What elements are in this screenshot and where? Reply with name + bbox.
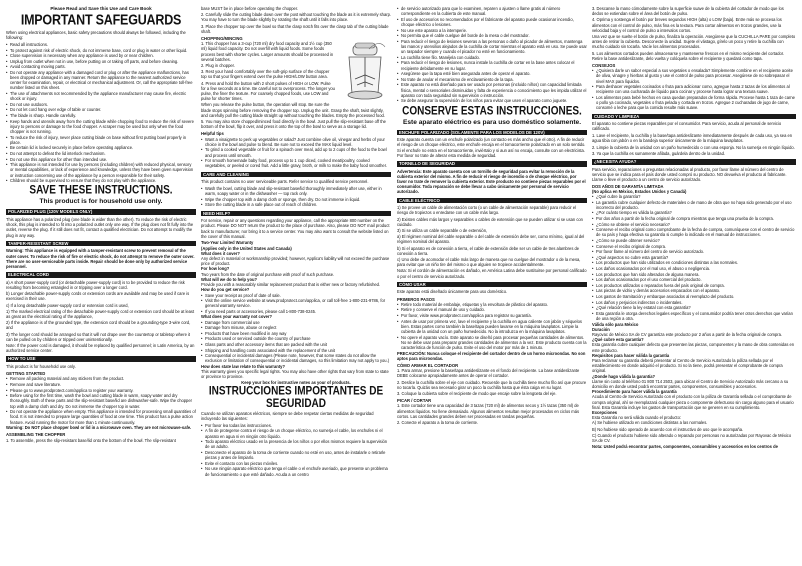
- cuidado-text: El aparato no contiene piezas reparables por el consumidor. Para servicio, acuda al personal de servicio calificado.: [592, 121, 782, 132]
- warranty-a5-list: [201, 320, 391, 364]
- chopper-illustration: [339, 41, 391, 105]
- cord-item: 2) If the appliance is of the grounded type, the extension cord should be a grounding-type 3-wire cord, and: [6, 320, 191, 331]
- garantia-item: • Por favor llame al número del centro de servicio autorizado.: [592, 249, 796, 254]
- safeguard-item: • Be certain lid is locked securely in place before operating appliance.: [6, 145, 196, 150]
- tip-item: • For smooth homemade baby food, process up to 1 cup diced, cooked meat/poultry, cooked vegetables, or peeled or cored fruit. Add a little gravy, broth, or milk to make the baby food smoother.: [201, 158, 391, 168]
- getting-started-item: • Remove all packing material and any stickers from the product.: [6, 376, 196, 381]
- garantia-item: • ¿Cómo se obtiene el servicio necesario?: [592, 222, 796, 227]
- garantia-heading: DOS AÑOS DE GARANTÍA LIMITADA: [592, 183, 664, 189]
- care-heading: CARE AND CLEANING: [201, 172, 391, 178]
- como-armar-list: [397, 368, 587, 396]
- how-to-use-text: This product is for household use only.: [6, 364, 76, 370]
- service-item: • Visit the online service website at www.prodprotect.com/applica, or call toll-free 1-800-231-9786, for general warranty service.: [201, 298, 391, 308]
- how-to-use-heading: HOW TO USE: [6, 356, 196, 362]
- tornillo-text: Advertencia: Este aparato cuenta con un tornillo de seguridad para evitar la remoción de la cubierta exterior del mismo. A fin de reducir el riesgo de incendio o de choque eléctrico, por favor no trate de remover la cubierta exterior. Este producto no contiene piezas reparables por el consumidor. Toda reparación se debe llevar a cabo únicamente por personal de servicio autorizado.: [397, 168, 586, 195]
- picar-step: 2. Conecte el aparato a la toma de corriente.: [397, 420, 479, 426]
- polarized-plug-heading: POLARIZED PLUG (120V MODELS ONLY): [6, 209, 196, 215]
- duracion-heading: Duración: [592, 326, 610, 332]
- donde-heading: ¿Donde hago válida la garantía?: [592, 373, 656, 379]
- care-item: • Store the cutting blade in a safe place out of reach of children.: [201, 202, 391, 207]
- cord-item: a) A short power-supply cord (or detachable power-supply cord) is to be provided to reduce the risk resulting from becoming entangled in or tripping over a longer cord.: [6, 279, 185, 291]
- picar-heading: PICAR / CORTAR: [397, 398, 432, 404]
- service-item: • Save your receipt as proof of date of sale.: [201, 293, 391, 298]
- cuidado-list: [592, 133, 796, 156]
- column-1: [6, 6, 196, 562]
- primeros-pasos-list: [397, 302, 587, 350]
- getting-started-item: • Before using for the first time, wash the bowl and cutting blade in warm, soapy water and dry thoroughly. Both of these parts and the slip-resistant base/lid are dishwasher-safe. Wipe the chopper top with a damp cloth and dry. Do not immerse the chopper top in water.: [6, 393, 196, 409]
- spanish-safeguard-item: • de servicio autorizado para que lo examinen, reparen o ajusten o llame gratis al número correspondiente en la cubierta de este manual.: [397, 6, 587, 16]
- garantia-item: • Los productos que han sido utilizados en condiciones distintas a las normales.: [592, 260, 796, 265]
- helpful-tips-list: [201, 137, 391, 169]
- assembly-step: 3. Place the chopper top over the bowl so that the clasp notch fits over the clasp tab of the cutting blade shaft.: [201, 23, 389, 34]
- care-list: [201, 186, 391, 208]
- excepcion-item: B) No hubiese sido operado de acuerdo con el instructivo de uso que le acompaña.: [592, 426, 744, 432]
- spanish-safeguards-list: [201, 423, 391, 477]
- garantia-item: • ¿Qué cubre la garantía?: [592, 194, 796, 199]
- tornillo-heading: TORNILLO DE SEGURIDAD: [397, 161, 587, 167]
- care-item: • Wash the bowl, cutting blade and slip-resistant base/lid thoroughly immediately after use, either in warm, soapy water or in the dishwasher — top rack only.: [201, 186, 391, 196]
- tip-item: • Want a vinaigrette to perk up vegetables or salad? Just combine olive oil, vinegar and herbs of your choice in the bowl and pulse to blend. Be sure not to exceed the MAX liquid level.: [201, 137, 391, 147]
- column-3: [397, 6, 587, 562]
- consejo-item: • Los alimentos para bebé hechos en casa quedan preparados de forma rápida. Procese hasta 1 taza de carne o pollo ya cocinado, vegetales o fruta pelada y cortada en trozos. Agregue 2 cucharadas de jugo de carne, consomé o leche para que la comida resulte más suave.: [592, 95, 796, 111]
- getting-started-item: • Please go to www.prodprotect.com/applica to register your warranty.: [6, 388, 196, 393]
- polarized-plug-text: This appliance has a polarized plug (one blade is wider than the other). To reduce the risk of electric shock, this plug is intended to fit into a polarized outlet only one way. If the plug does not fit fully into the outlet, reverse the plug. If it still does not fit, contact a qualified electrician. Do not attempt to modify the plug in any way.: [6, 217, 194, 238]
- spanish-safeguard-item: • No use este aparato a la intemperie.: [397, 28, 587, 33]
- picar-list: [397, 403, 587, 425]
- primeros-pasos-item: • Retire y conserve el manual de uso y cuidado.: [397, 307, 587, 312]
- spanish-safeguard-item: • Evite el contacto con las piezas móviles.: [201, 461, 391, 466]
- ayuda-text: Para servicio, reparaciones o preguntas relacionadas al producto, por favor llame al número del centro de servicio que se indica para el país donde usted compró su producto. NO devuelva el producto al fabricante. Llame o lleve el producto a un centro de servicio autorizado.: [592, 166, 787, 182]
- garantia-list: [592, 194, 796, 321]
- not-covered-item: • Products used or serviced outside the country of purchase: [201, 336, 391, 341]
- safeguards-list: [6, 42, 196, 184]
- safeguards-title: IMPORTANT SAFEGUARDS: [20, 11, 182, 28]
- garantia-item: • Los productos que han sido alterados de alguna manera.: [592, 272, 796, 277]
- chopping-heading: CHOPPING/MINCING: [201, 36, 243, 42]
- warranty-heading: Two-Year Limited Warranty: [201, 240, 254, 246]
- domestic-use-note: Este aparato eléctrico es para uso doméstico solamente.: [402, 118, 582, 126]
- assembly-step: 2. Carefully slide the cutting blade down over the post without touching the blade as it is extremely sharp. You may have to turn the blade slightly by rotating the shaft until it falls into place.: [201, 12, 391, 23]
- cable-item: b) Si el aparato es de conexión a tierra, el cable de extensión debe ser un cable de tres alambres de conexión a tierra.: [397, 245, 580, 256]
- spanish-intro: Cuando se utilizan aparatos eléctricos, siempre se debe respetar ciertas medidas de seguridad incluyendo las siguientes:: [201, 410, 374, 422]
- not-covered-item: • Glass parts and other accessory items that are packed with the unit: [201, 342, 391, 347]
- safeguard-item: • Do not let cord hang over edge of table or counter.: [6, 107, 196, 112]
- safeguard-item: • This appliance is not intended for use by persons (including children) with reduced physical, sensory or mental capabilities, or lack of experience and knowledge, unless they have been given supervision or instruction concerning use of the appliance by a person responsible for their safety.: [6, 162, 196, 178]
- cord-item: 3) The longer cord should be arranged so that it will not drape over the countertop or tabletop where it can be pulled on by children or tripped over unintentionally.: [6, 331, 191, 342]
- cuidado-heading: CUIDADO Y LIMPIEZA: [592, 114, 796, 120]
- como-armar-heading: CÓMO ARMAR EL CORTADOR: [397, 363, 459, 368]
- garantia-subheading: (No aplica en México, Estados Unidos y Canadá): [592, 188, 687, 194]
- cable-item: a) El régimen nominal del cable separable o del cable de extensión debe ser, como mínimo, igual al del régimen nominal del aparato.: [397, 234, 585, 245]
- safeguard-item: • Do not operate any appliance with a damaged cord or plug or after the appliance malfunctions, has been dropped or damaged in any manner. Return the appliance to the nearest authorized service center for examination, repair, or electrical or mechanical adjustment. Or, call the appropriate toll-free number listed on this sheet.: [6, 70, 196, 91]
- cubre-heading: ¿Qué cubre esta garantía?: [592, 337, 644, 343]
- consejos-heading: CONSEJOS: [592, 63, 616, 69]
- warranty-q3: What will we do to help you?: [201, 276, 257, 282]
- column-4: [592, 6, 796, 562]
- save-book-note: Please Read and Save this Use and Care Book: [50, 6, 152, 11]
- consejo-item: • Para deshacer vegetales cocinados o fruta para adicionar como, agregue hasta 2 tazas de los alimentos al recipiente con una cucharada de líquido para cocinar y procese hasta lograr una textura suave.: [592, 84, 796, 94]
- getting-started-heading: GETTING STARTED: [6, 371, 46, 377]
- safeguard-item: • Do not use this appliance for other than intended use.: [6, 157, 196, 162]
- garantia-item: • La garantía cubre cualquier defecto de materiales o de mano de obra que no haya sido generado por el uso incorrecto del producto.: [592, 200, 796, 210]
- garantia-item: • ¿Cómo se puede obtener servicio?: [592, 238, 796, 243]
- picar-step: 4. Oprima y sostenga el botón por breves segundos HIGH (alta) o LOW (baja). Entre más se procesa los alimentos con el control de pulso, más fina es la textura. Para cortar alimentos en trozos grandes, use la velocidad baja y el control de pulso a intervalos cortos.: [592, 17, 782, 33]
- spanish-safeguard-item: • La cuchilla tiene filo. Manéjela con cuidado.: [397, 55, 587, 60]
- duracion-text: Rayovac de México SA de CV garantiza este producto por 2 años a partir de la fecha original de compra.: [592, 331, 783, 337]
- warranty-q1: What does it cover?: [201, 250, 240, 256]
- safeguard-item: • The blade is sharp. Handle carefully.: [6, 113, 196, 118]
- warranty-a1: Any defect in material or workmanship provided; however, Applica's liability will not exceed the purchase price of product.: [201, 256, 390, 267]
- garantia-item: • ¿Qué aspectos no cubre esta garantía?: [592, 255, 796, 260]
- chopping-step: 5. You may also store chopped/minced food directly in the bowl. Just pull the slip-resistant base off the bottom of the bowl, flip it over, and press it onto the top of the bowl to serve as a storage lid.: [201, 119, 386, 130]
- conserve-title: CONSERVE ESTAS INSTRUCCIONES.: [402, 104, 582, 118]
- spanish-safeguard-item: • No permita que el cable cuelgue del borde de la mesa o del mostrador.: [397, 33, 587, 38]
- safeguard-item: • To reduce the risk of injury, never place cutting blade on base without first putting bowl properly in place.: [6, 135, 196, 145]
- warranty-a4-list: [201, 293, 391, 315]
- cuidado-step: 2. Limpie la cubierta de la unidad con un paño humedecido o con una esponja. No la sumerja en ningún líquido.: [592, 144, 795, 150]
- not-covered-item: • Damage from commercial use: [201, 320, 391, 325]
- cable-item: 3) Si se utiliza un cable separable o de extensión,: [397, 227, 488, 233]
- chopping-step: When you release the pulse button, the operation will stop. Be sure the blade stops spinning before removing the chopper top. Unplug the unit. Grasp the shaft, twist slightly, and carefully pull the cutting blade straight up without touching the blades. Empty the processed food.: [201, 102, 385, 118]
- mexico-heading: Válida sólo para México: [592, 321, 639, 327]
- warranty-a6: This warranty gives you specific legal rights. You may also have other rights that vary from state to state or province to province.: [201, 369, 389, 380]
- requisitos-text: Para reclamar su garantía deberá presentar al Centro de Servicio Autorizado la póliza sellada por el establecimiento en donde adquirió el producto. Si no la tiene, podrá presentar el comprobante de compra original.: [592, 357, 783, 374]
- spanish-safeguard-item: • Asegúrese que la tapa esté bien asegurada antes de operar el aparato.: [397, 71, 587, 76]
- spanish-safeguard-item: • Para reducir el riesgo de lesiones severas a las personas o daño al picador de alimentos, mantenga las manos y utensilios alejados de la cuchilla de cortar mientras el aparato está en uso. Se puede usar un raspador siempre y cuando el picador no esté en funcionamiento.: [397, 39, 587, 55]
- warranty-a3: Provide you with a reasonably similar replacement product that is either new or factory refurbished.: [201, 282, 381, 288]
- enchufe-text: Este aparato cuenta con un enchufe polarizado (un contacto es más ancho que el otro). A fin de reducir el riesgo de un choque eléctrico, este enchufe encaja en el tomacorriente polarizado en un solo sentido. Si el enchufe no entra en el tomacorriente, inviértalo y si aun así no encaja, consulte con un electricista. Por favor no trate de alterar esta medida de seguridad.: [397, 137, 586, 158]
- microwave-warning: Warning: Do NOT place chopper bowl or lid in a microwave oven. They are not microwave-safe.: [6, 425, 192, 431]
- enchufe-heading: ENCHUFE POLARIZADO (SOLAMENTE PARA LOS MODELOS DE 120V): [397, 130, 587, 136]
- spanish-safeguard-item: • No use ningún aparato eléctrico que tenga el cable o el enchufe averiado, que presente un problema de funcionamiento o que esté dañado. Acuda a un centro: [201, 466, 391, 476]
- assembly-continued: [201, 6, 391, 34]
- helpful-tips-heading: Helpful tips: [201, 131, 224, 137]
- safeguard-item: • Read all instructions.: [6, 42, 196, 47]
- keep-box-note: Keep your box for instructive notes as your of products.: [241, 379, 351, 385]
- tip-item: • To grind a cooked vegetable or fruit for a spinach over meal, add up to 2 cups of the food to the bowl and process until smooth.: [201, 147, 391, 157]
- garantia-item: • ¿Qué relación tiene la ley estatal con esta garantía?: [592, 305, 796, 310]
- cord-item: b) Longer detachable power-supply cords or extension cords are available and may be used if care is exercised in their use.: [6, 291, 190, 302]
- armar-step: 1. Para armar, presione la base/tapa antideslizante en el fondo del recipiente. La base antideslizante DEBE colocarse apropiadamente antes de operar el cortador.: [397, 368, 580, 379]
- garantia-item: • Los daños ocasionados por el uso comercial del producto.: [592, 277, 796, 282]
- garantia-item: • Los daños y perjuicios indirectos o incidentales.: [592, 300, 796, 305]
- cuidado-step: 3. Ya que la cuchilla es sumamente afilada, guárdela dentro de la unidad.: [592, 150, 725, 156]
- primeros-pasos-item: • Por favor, visite www.prodprotect.com/applica para registrar su garantía.: [397, 313, 587, 318]
- assembly-step: base MUST be in place before operating the chopper.: [201, 6, 299, 11]
- getting-started-list: [6, 376, 196, 424]
- garantia-item: • Por dos años a partir de la fecha original de compra mientras que tenga una prueba de la compra.: [592, 216, 796, 221]
- primeros-pasos-item: • Retire todo material de embalaje, etiquetas y la envoltura de plástico del aparato.: [397, 302, 587, 307]
- garantia-item: • Los productos utilizados o reparados fuera del país original de compra.: [592, 283, 796, 288]
- assembling-step-1: 1. To assemble, press the slip-resistant base/lid onto the bottom of the bowl. The slip-resistant: [6, 437, 176, 443]
- spanish-safeguards-continued: [397, 6, 587, 104]
- garantia-item: • Las piezas de vidrio y demás accesorios empacados con el aparato.: [592, 288, 796, 293]
- cord-item: c) If a long detachable power-supply cord or extension cord is used,: [6, 302, 129, 308]
- spanish-safeguard-item: • Para reducir el riesgo de lesiones, nunca instale la cuchilla de cortar en la base antes colocar el recipiente debidamente en su lugar.: [397, 60, 587, 70]
- picar-continued: [592, 6, 796, 61]
- cable-note: Nota: Si el cordón de alimentación es dañado, en América Latina debe sustituirse por personal calificado o por el centro de servicio autorizado.: [397, 268, 587, 279]
- chopper-drawing: [339, 41, 391, 105]
- armar-step: 2. Deslice la cuchilla sobre el eje con cuidado. Recuerde que la cuchilla tiene mucho filo así que procure no tocarla. Quizás sea necesario girar un poco la cuchilla hasta que ésta caiga en su lugar.: [397, 379, 587, 390]
- excepciones-text: Esta Garantía no será válida cuando el producto:: [592, 415, 681, 421]
- electrical-cord-list: [6, 280, 196, 342]
- electrical-cord-heading: ELECTRICAL CORD: [6, 272, 196, 278]
- excepcion-item: A) Se hubiese utilizado en condiciones distintas a las normales.: [592, 420, 708, 426]
- spanish-safeguard-item: • El uso de accesorios no recomendados por el fabricante del aparato puede ocasionar incendio, choque eléctrico o lesiones.: [397, 17, 587, 27]
- primeros-pasos-item: • No opere el aparato vacío. Este aparato se diseñó para procesar pequeñas cantidades de alimentos. No se debe usar para preparar grandes cantidades de alimentos a la vez. Este producto cuenta con la característica de función de pulso. Evite el uso del motor por más de 1 minuto.: [397, 335, 587, 351]
- safeguard-item: • Do not attempt to defeat the lid interlock mechanism.: [6, 151, 196, 156]
- garantia-item: • Conserve el recibo original como comprobante de la fecha de compra, comuníquese con el centro de servicio de su país y haga efectiva su garantía si cumple lo indicado en el manual de instrucciones.: [592, 227, 796, 237]
- procedimiento-text: Acuda al Centro de Servicio Autorizado con el producto con la póliza de Garantía sellada o el comprobante de compra original, ahí se reemplazará cualquier pieza o componente defectuoso sin cargo alguno para el usuario final. Esta Garantía incluye los gastos de transportación que se generen en su cumplimiento.: [592, 394, 794, 410]
- cable-item: 2) Existen cables más largos y separables o cables de extensión que se pueden utilizar si se usan con cuidado.: [397, 216, 583, 227]
- care-item: • Wipe the chopper top with a damp cloth or sponge, then dry. Do not immerse in liquid.: [201, 197, 391, 202]
- tamper-screw-text: Warning: This appliance is equipped with a tamper-resistant screw to prevent removal of the outer cover. To reduce the risk of fire or electric shock, do not attempt to remove the outer cover. There are no user-serviceable parts inside. Repair should be done only by authorized service personnel.: [6, 248, 195, 270]
- cuidado-step: 1. Lave el recipiente, la cuchilla y la base/tapa antideslizante inmediatamente después de cada uso, ya sea en agua tibia con jabón o en la bandeja superior únicamente de la máquina lavaplatos.: [592, 133, 793, 144]
- ayuda-heading: ¿NECESITA AYUDA?: [592, 159, 796, 165]
- chopping-step: 3. Rest your hand comfortably over the soft-grip surface of the chopper top so that your fingers extend over the pulse HIGH/LOW button area.: [201, 69, 330, 80]
- precaucion-note: PRECAUCIÓN: Nunca coloque el recipiente del cortador dentro de un horno microondas. No son aptos para microondas.: [397, 350, 586, 361]
- garantia-item: • ¿Por cuánto tiempo es válida la garantía?: [592, 210, 796, 215]
- safeguard-item: • Children should be supervised to ensure that they do not play with the appliance.: [6, 178, 196, 183]
- excepciones-list: [592, 420, 796, 443]
- warranty-q6: How does state law relate to this warranty?: [201, 364, 285, 370]
- not-covered-item: • Damage from misuse, abuse or neglect: [201, 325, 391, 330]
- care-text: This product contains no user serviceable parts. Refer service to qualified service personnel.: [201, 179, 369, 185]
- not-covered-item: • Consequential or incidental damages (Please note, however, that some states do not allow the exclusion or limitation of consequential or incidental damages, so this limitation may not apply to you.): [201, 353, 391, 363]
- como-usar-heading: CÓMO USAR: [397, 282, 587, 288]
- chopping-step: 2. Plug in chopper.: [201, 63, 235, 69]
- safeguard-item: • Keep hands and utensils away from the cutting blade while chopping food to reduce the risk of severe injury to persons or damage to the food chopper. A scraper may be used but only when the food chopper is not running.: [6, 119, 196, 135]
- cable-heading: CABLE ELÉCTRICO: [397, 198, 587, 204]
- need-help-text: For service, repair or any questions regarding your appliance, call the appropriate 800 number on the product. Please DO NOT return the product to the place of purchase. Also, please DO NOT mail product back to manufacturer, nor bring it to a service center. You may also want to consult the website listed on the cover of this manual.: [201, 218, 390, 239]
- consejo-item: • ¿Quisiera darle un sabor especial a sus vegetales o ensalada? Simplemente combine en el recipiente aceite de oliva, vinagre y hierbas al gusto y use el control de pulso para procesar. Asegúrese de no sobrepasar el nivel MAX para líquidos.: [592, 68, 796, 84]
- spanish-safeguards-title: INSTRUCCIONES IMPORTANTES DE SEGURIDAD: [208, 385, 384, 411]
- requisitos-heading: Requisitos para hacer válida la garantía: [592, 352, 670, 358]
- picar-step: 3. Descanse la mano cómodamente sobre la superficie suave de la cubierta del cortador de modo que los dedos se extiendan sobre el área del botón de pulso.: [592, 6, 784, 17]
- cable-item: c) Uno debe de acomodar el cable más largo de manera que no cuelgue del mostrador o de la mesa, para evitar que un niño tire del mismo o que alguien se tropiece accidentalmente.: [397, 257, 581, 268]
- warranty-q5: What does your warranty not cover?: [201, 314, 272, 320]
- safeguard-item: • The use of attachments not recommended by the appliance manufacturer may cause fire, electric shock or injury.: [6, 91, 196, 101]
- cable-list: [397, 205, 587, 267]
- excepciones-heading: Excepciones: [592, 410, 618, 415]
- assembling-heading: ASSEMBLING THE CHOPPER: [6, 432, 66, 438]
- safeguard-item: • Avoid contacting moving parts.: [6, 64, 196, 69]
- garantia-item: • Los gastos de tramitación y embarque asociados al reemplazo del producto.: [592, 294, 796, 299]
- spanish-safeguard-item: • A fin de protegerse contra el riesgo de un choque eléctrico, no sumerja el cable, los enchufes ni el aparato en agua ni en ningún otro líquido.: [201, 428, 391, 438]
- donde-text: Llame sin costo al teléfono 01 800 714 2503, para ubicar el Centro de Servicio Autorizado más cercano a su domicilio en donde usted podrá encontrar partes, componentes, consumibles y accesorios.: [592, 378, 789, 389]
- consejos-list: [592, 68, 796, 110]
- nota-text: Nota: Usted podrá encontrar partes, componentes, consumibles y accesorios en los centros de: [592, 444, 778, 450]
- not-covered-item: • Products that have been modified in any way: [201, 331, 391, 336]
- warranty-a2: Two years from the date of original purchase with proof of such purchase.: [201, 271, 335, 277]
- safeguards-intro: When using electrical appliances, basic safety precautions should always be followed, including the following:: [6, 30, 186, 41]
- cubre-text: Esta garantía cubre cualquier defecto que presenten las piezas, componentes y la mano de obra contenidas en este producto.: [592, 342, 795, 353]
- picar-step: 5. Los alimentos cortados pueden almacenarse y mantenerse frescos en el mismo recipiente del cortador. Retire la base antideslizante, delo vuelta y colóquela sobre el recipiente y quedará como tapa.: [592, 50, 785, 61]
- spanish-safeguard-item: • Todo aparato eléctrico usado en la presencia de los niños o por ellos mismos requiere la supervisión de un adulto.: [201, 439, 391, 449]
- como-usar-text: Este aparato está diseñado únicamente para uso doméstico.: [397, 289, 508, 295]
- service-item: • If you need parts or accessories, please call 1-800-738-0245.: [201, 309, 391, 314]
- tamper-screw-heading: TAMPER-RESISTANT SCREW: [6, 241, 196, 247]
- garantia-item: • Conserve el recibo original de compra.: [592, 244, 796, 249]
- cable-item: 1) Se provee un cable de alimentación corto (o un cable de alimentación separable) para reducir el riesgo de tropiezos o enredarse con un cable más largo.: [397, 205, 577, 216]
- need-help-heading: NEED HELP?: [201, 211, 391, 217]
- chopping-step: 4. Press and hold the button with 2 short pulses of HIGH or LOW. Pulse for a few seconds at a time. Be careful not to overprocess. The longer you pulse, the finer the texture. For coarsely chopped foods, use LOW and pulse for shorter times.: [201, 80, 335, 102]
- primeros-pasos-item: • Antes de usar por primera vez, lave el recipiente y la cuchilla en agua caliente con jabón y séquelos bien. Estas partes como también la base/tapa pueden lavarse en la máquina lavaplatos. Limpie la cubierta de la unidad con un paño humedecido. No la introduzca en la máquina lavaplatos.: [397, 319, 587, 335]
- safeguard-item: • Do not use outdoors.: [6, 102, 196, 107]
- warranty-q2: For how long?: [201, 266, 230, 272]
- picar-step: 1. Este cortador tiene una capacidad de 3 tazas (720 ml) de alimentos secos y 1½ tazas (350 ml) de alimentos líquidos. No llene demasiado. Algunos alimentos resultan mejor procesados en ciclos más cortos. Las cantidades grandes deben ser procesadas en tandas pequeñas.: [397, 403, 580, 419]
- safeguard-item: • To protect against risk of electric shock, do not immerse base, cord or plug in water or other liquid.: [6, 48, 196, 53]
- getting-started-item: • Remove and save literature.: [6, 382, 196, 387]
- save-instructions-title: SAVE THESE INSTRUCTIONS.: [29, 184, 173, 198]
- primeros-pasos-heading: PRIMEROS PASOS: [397, 296, 435, 302]
- spanish-safeguard-item: • Se debe asegurar la supervisión de los niños para evitar que usen el aparato como juguete.: [397, 98, 587, 103]
- column-2: [201, 6, 391, 562]
- household-note: This product is for household use only.: [39, 198, 163, 206]
- spanish-safeguard-item: • Por favor lea todas las instrucciones.: [201, 423, 391, 428]
- excepcion-item: C) Cuando el producto hubiese sido alterado o reparado por personas no autorizadas por Rayovac de México SA de CV.: [592, 432, 792, 444]
- garantia-item: • Esta garantía le otorga derechos legales específicos y el consumidor podría tener otros derechos que varían de una región a otra.: [592, 311, 796, 321]
- warranty-subheading: (Applies only in the United States and Canada): [201, 245, 292, 251]
- not-covered-item: • Shipping and handling costs associated with the replacement of the unit: [201, 348, 391, 353]
- cord-note: Note: If the power cord is damaged, it should be replaced by qualified personnel; in Latin America, by an authorized service center.: [6, 343, 195, 354]
- safeguard-item: • Close supervision is necessary when any appliance is used by or near children.: [6, 53, 196, 58]
- spanish-safeguard-item: • Desconecte el aparato de la toma de corriente cuando no esté en uso, antes de instalarle o retirarle piezas y antes de limpiarlo.: [201, 450, 391, 460]
- garantia-item: • Los daños ocasionados por el mal uso, el abuso o negligencia.: [592, 266, 796, 271]
- armar-step: 3. Coloque la cubierta sobre el recipiente de modo que encaje sobre la lengüeta del eje.: [397, 391, 557, 397]
- safeguard-item: • Unplug from outlet when not in use, before putting on or taking off parts, and before cleaning.: [6, 59, 196, 64]
- cord-item: 1) The marked electrical rating of the detachable power-supply cord or extension cord should be at least as great as the electrical rating of the appliance,: [6, 308, 195, 320]
- picar-step: Una vez que se suelte el botón de pulso, finaliza la operación. Asegúrese que la CUCHILLA PARE por completo antes de retirar la cubierta. Desconecte la unidad. Sujete el vástago, gírelo un poco y retire la cuchilla con mucho cuidado sin tocarla. Vacíe los alimentos procesados.: [592, 34, 796, 50]
- spanish-safeguard-item: • No trate de anular el mecanismo de enclavamiento de la tapa.: [397, 77, 587, 82]
- chopping-step: 1. This chopper has a 3-cup (720 ml) dry food capacity and 1½ cup (350 ml) liquid food capacity. Do not overfill with liquid foods. Some foods process best with shorter cycles. Larger amounts should be processed in several batches.: [201, 41, 334, 62]
- spanish-safeguard-item: • Este aparato no está diseñado para ser usado por personas (incluido niños) con capacidad limitada física, mental o sensoriales disminuidas y falta de experiencia o conocimiento que les impida utilizar el aparato con toda seguridad sin supervisión o instrucción.: [397, 82, 587, 98]
- getting-started-item: • Do not operate the appliance when empty. This appliance is intended for processing small quantities of food. It is not intended to prepare large quantities of food at one time. This product has a pulse action feature. Avoid running the motor for more than 1 minute continuously.: [6, 409, 196, 425]
- warranty-q4: How do you get service?: [201, 287, 250, 293]
- procedimiento-heading: Procedimiento para hacer válida la garantía: [592, 389, 677, 395]
